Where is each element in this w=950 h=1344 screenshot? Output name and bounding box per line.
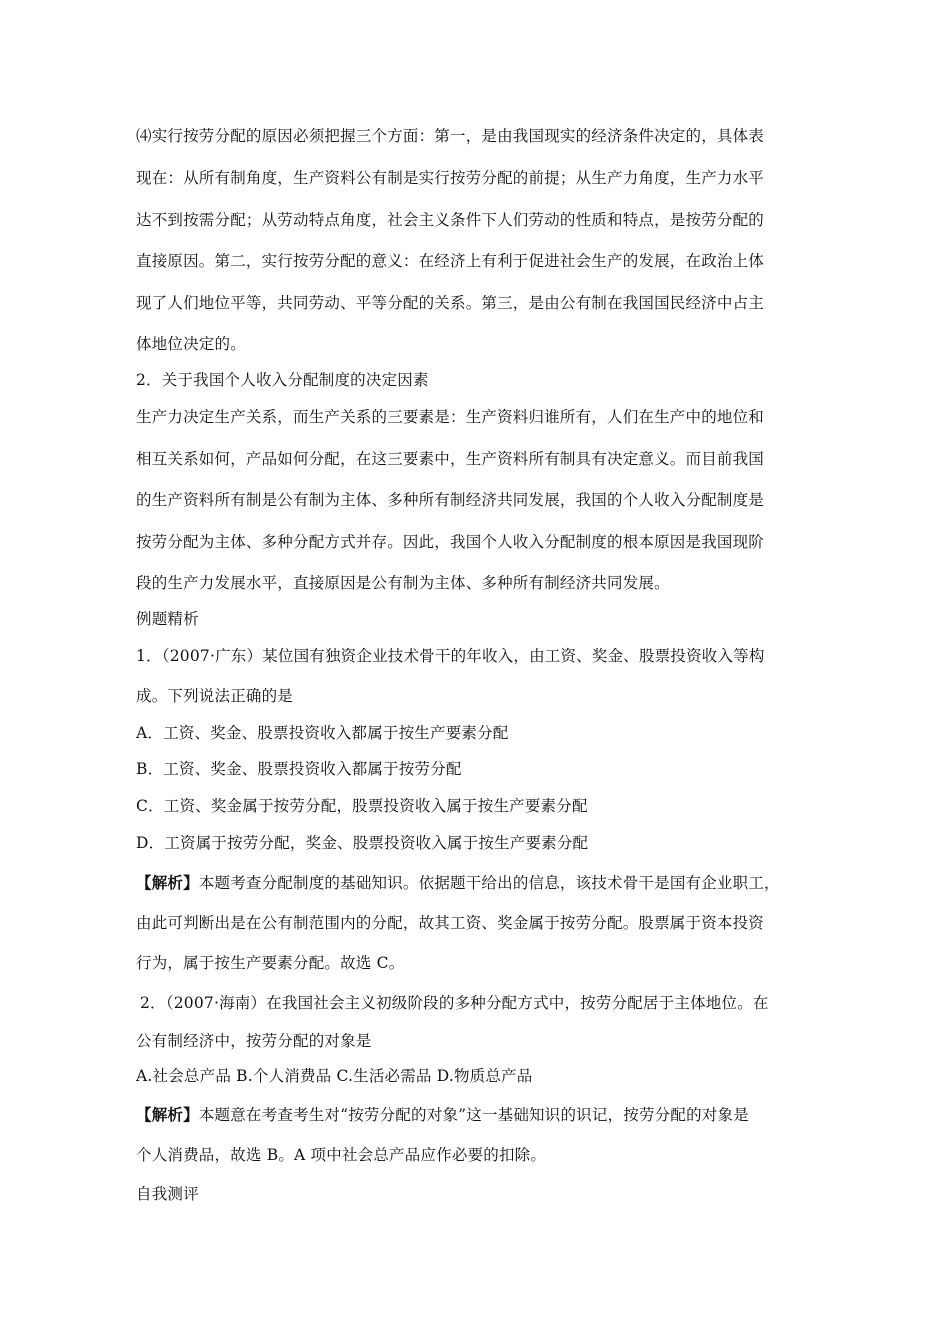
- paragraph-4-line-4: 直接原因。第二，实行按劳分配的意义：在经济上有利于促进社会生产的发展，在政治上体: [136, 252, 765, 270]
- self-test-heading: 自我测评: [136, 1185, 199, 1203]
- q2-analysis-line-2: 个人消费品，故选 B。A 项中社会总产品应作必要的扣除。: [136, 1146, 547, 1164]
- q1-stem-line-1: 1．（2007·广东）某位国有独资企业技术骨干的年收入，由工资、奖金、股票投资收入等构: [136, 647, 765, 665]
- section-2-line-3: 的生产资料所有制是公有制为主体、多种所有制经济共同发展，我国的个人收入分配制度是: [136, 491, 765, 509]
- q1-analysis-text-1: 本题考查分配制度的基础知识。依据题干给出的信息，该技术骨干是国有企业职工，: [198, 874, 780, 892]
- section-2-line-2: 相互关系如何，产品如何分配，在这三要素中，生产资料所有制具有决定意义。而目前我国: [136, 450, 765, 468]
- q1-option-c: C．工资、奖金属于按劳分配，股票投资收入属于按生产要素分配: [136, 797, 588, 815]
- section-2-line-4: 按劳分配为主体、多种分配方式并存。因此，我国个人收入分配制度的根本原因是我国现阶: [136, 533, 765, 551]
- paragraph-4-line-1: ⑷实行按劳分配的原因必须把握三个方面：第一，是由我国现实的经济条件决定的，具体表: [136, 127, 765, 145]
- q1-stem-line-2: 成。下列说法正确的是: [136, 687, 294, 705]
- q1-option-b: B．工资、奖金、股票投资收入都属于按劳分配: [136, 760, 462, 778]
- q2-analysis-text-1: 本题意在考查考生对“按劳分配的对象”这一基础知识的识记，按劳分配的对象是: [198, 1106, 749, 1124]
- q2-analysis-line-1: [136, 1105, 836, 1125]
- section-2-line-1: 生产力决定生产关系，而生产关系的三要素是：生产资料归谁所有，人们在生产中的地位和: [136, 408, 765, 426]
- section-2-heading: 2．关于我国个人收入分配制度的决定因素: [136, 371, 429, 389]
- q2-stem-line-1: 2．（2007·海南）在我国社会主义初级阶段的多种分配方式中，按劳分配居于主体地位。在: [140, 994, 769, 1012]
- q2-options: A.社会总产品 B.个人消费品 C.生活必需品 D.物质总产品: [136, 1067, 533, 1085]
- q1-analysis-line-3: 行为，属于按生产要素分配。故选 C。: [136, 954, 405, 972]
- paragraph-4-line-3: 达不到按需分配；从劳动特点角度，社会主义条件下人们劳动的性质和特点，是按劳分配的: [136, 211, 765, 229]
- examples-heading: 例题精析: [136, 610, 199, 628]
- section-2-line-5: 段的生产力发展水平，直接原因是公有制为主体、多种所有制经济共同发展。: [136, 574, 670, 592]
- q2-analysis-label: 【解析】: [136, 1105, 199, 1124]
- q1-analysis-line-1: [136, 873, 836, 893]
- q1-analysis-line-2: 由此可判断出是在公有制范围内的分配，故其工资、奖金属于按劳分配。股票属于资本投资: [136, 914, 765, 932]
- q2-stem-line-2: 公有制经济中，按劳分配的对象是: [136, 1032, 372, 1050]
- q1-option-a: A．工资、奖金、股票投资收入都属于按生产要素分配: [136, 724, 509, 742]
- paragraph-4-line-2: 现在：从所有制角度，生产资料公有制是实行按劳分配的前提；从生产力角度，生产力水平: [136, 169, 765, 187]
- q1-option-d: D．工资属于按劳分配，奖金、股票投资收入属于按生产要素分配: [136, 834, 589, 852]
- paragraph-4-line-6: 体地位决定的。: [136, 335, 246, 353]
- q1-analysis-label: 【解析】: [136, 873, 199, 892]
- paragraph-4-line-5: 现了人们地位平等，共同劳动、平等分配的关系。第三，是由公有制在我国国民经济中占主: [136, 294, 765, 312]
